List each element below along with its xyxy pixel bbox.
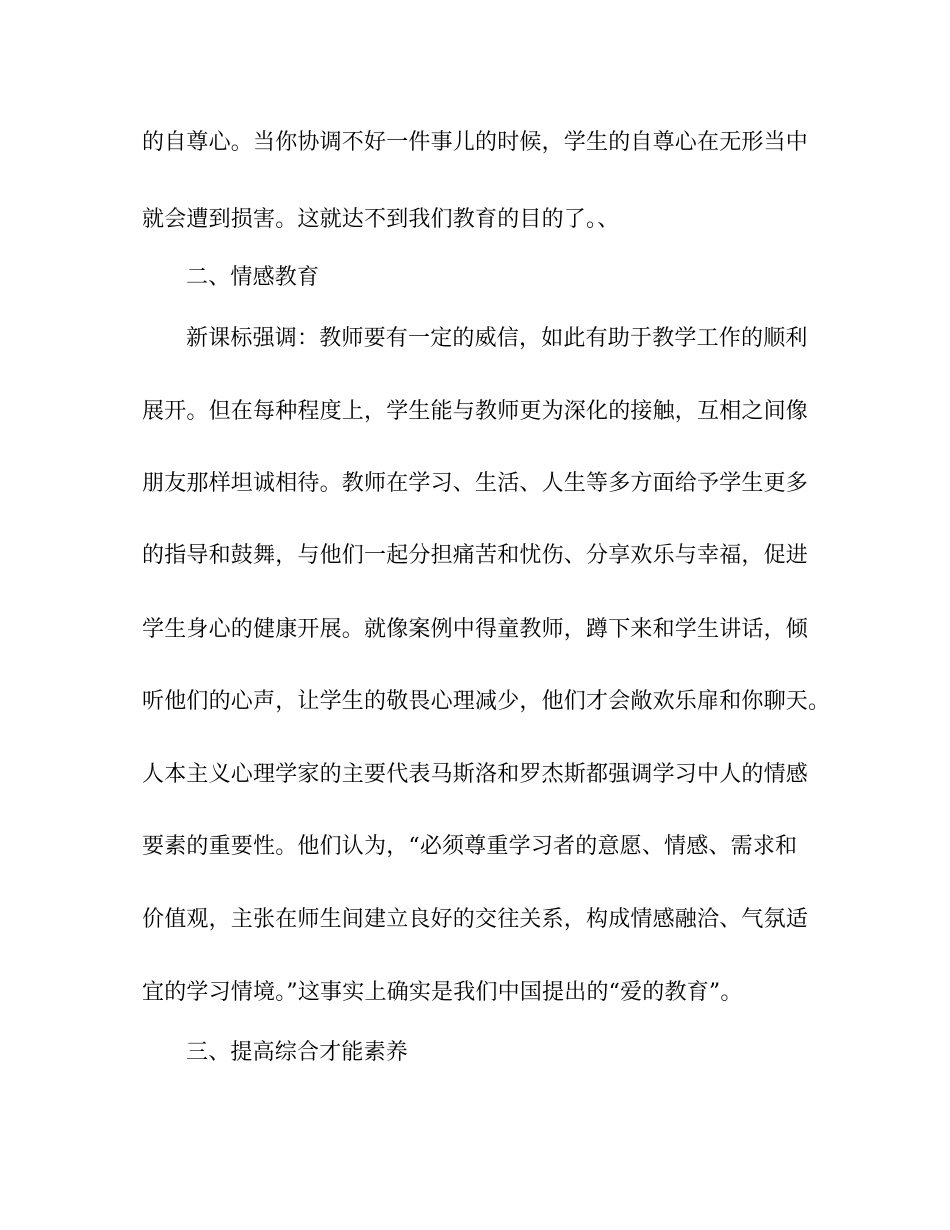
paragraph-line: 宜的学习情境。”这事实上确实是我们中国提出的“爱的教育”。	[142, 980, 743, 1005]
paragraph-line: 学生身心的健康开展。就像案例中得童教师，蹲下来和学生讲话，倾	[142, 617, 809, 642]
paragraph-line: 的指导和鼓舞，与他们一起分担痛苦和忧伤、分享欢乐与幸福，促进	[142, 543, 809, 568]
section-heading: 二、情感教育	[186, 265, 320, 290]
paragraph-line: 就会遭到损害。这就达不到我们教育的目的了。、	[142, 207, 620, 232]
paragraph-line: 听他们的心声，让学生的敬畏心理减少，他们才会敞欢乐扉和你聊天。	[142, 689, 831, 714]
paragraph-line: 的自尊心。当你协调不好一件事儿的时候，学生的自尊心在无形当中	[142, 130, 809, 155]
paragraph-line: 人本主义心理学家的主要代表马斯洛和罗杰斯都强调学习中人的情感	[142, 762, 809, 787]
section-heading: 三、提高综合才能素养	[186, 1040, 409, 1065]
paragraph-line: 新课标强调：教师要有一定的威信，如此有助于教学工作的顺利	[186, 326, 808, 351]
paragraph-line: 朋友那样坦诚相待。教师在学习、生活、人生等多方面给予学生更多	[142, 471, 809, 496]
paragraph-line: 展开。但在每种程度上，学生能与教师更为深化的接触，互相之间像	[142, 399, 809, 424]
paragraph-line: 价值观，主张在师生间建立良好的交往关系，构成情感融洽、气氛适	[142, 907, 809, 932]
paragraph-line: 要素的重要性。他们认为，“必须尊重学习者的意愿、情感、需求和	[142, 834, 798, 859]
